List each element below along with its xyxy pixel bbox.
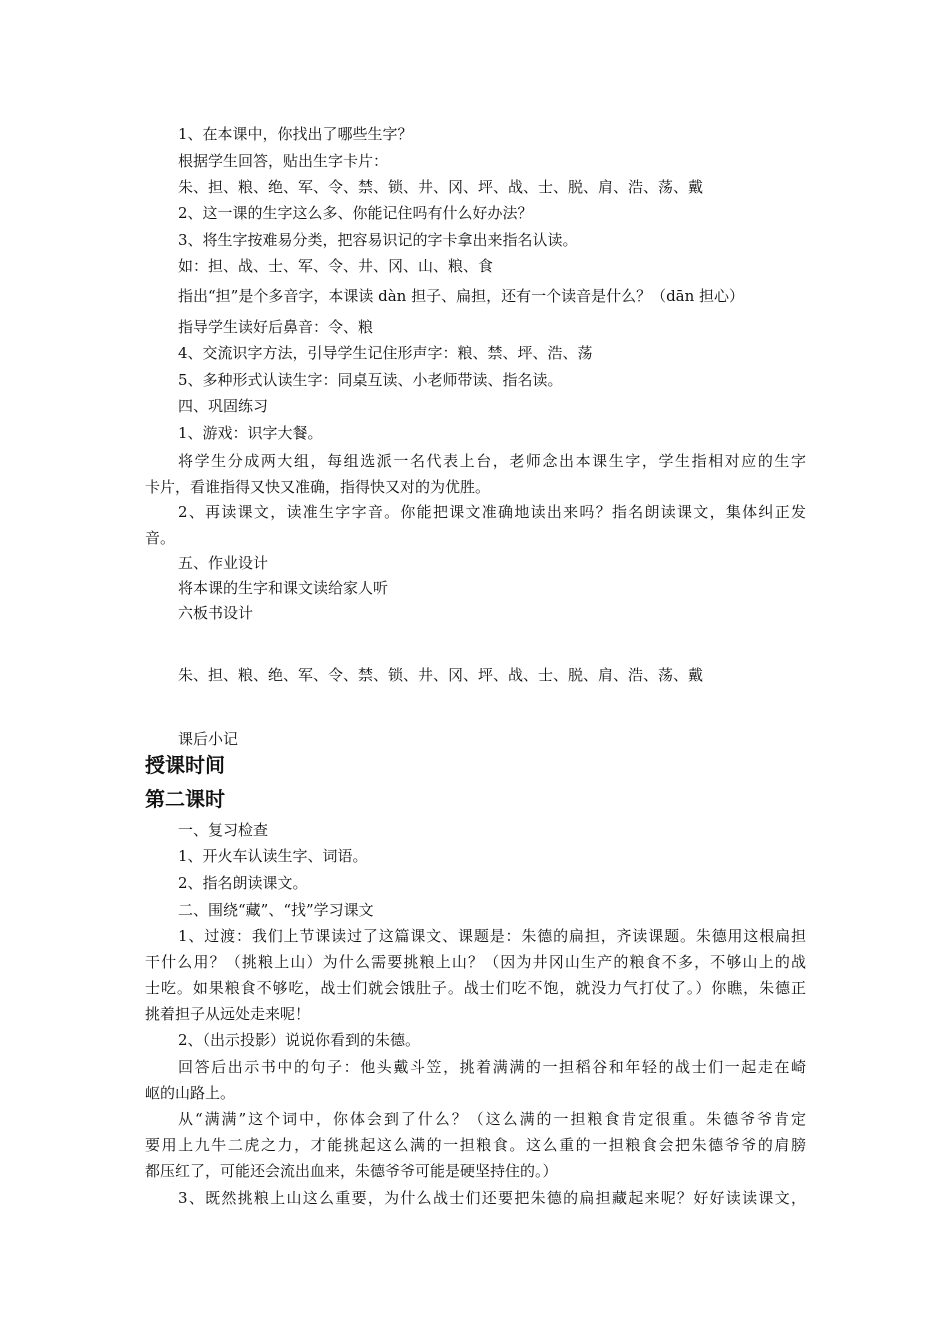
- section-heading: 五、作业设计: [178, 554, 269, 572]
- text-line: 4、交流识字方法，引导学生记住形声字：粮、禁、坪、浩、荡: [178, 344, 593, 362]
- section-heading: 二、围绕“藏”、“找”学习课文: [178, 901, 374, 919]
- text-line: 都压红了，可能还会流出血来，朱德爷爷可能是硬坚持住的。）: [145, 1162, 558, 1180]
- text-line: 回答后出示书中的句子：他头戴斗笠，挑着满满的一担稻谷和年轻的战士们一起走在崎: [178, 1058, 806, 1076]
- text-line: 2、这一课的生字这么多、你能记住吗有什么好办法？: [178, 204, 533, 222]
- section-heading: 四、巩固练习: [178, 397, 269, 415]
- text-line: 2、指名朗读课文。: [178, 874, 308, 892]
- heading-second-lesson: 第二课时: [145, 787, 225, 811]
- text-line: 指出“担”是个多音字，本课读 dàn 担子、扁担，还有一个读音是什么？（dān 担心）: [178, 287, 745, 305]
- text-line: 朱、担、粮、绝、军、令、禁、锁、井、冈、坪、战、士、脱、肩、浩、荡、戴: [178, 178, 704, 196]
- text-line: 将学生分成两大组，每组选派一名代表上台，老师念出本课生字，学生指相对应的生字: [178, 452, 806, 470]
- text-line: 课后小记: [178, 730, 239, 748]
- text-line: 将本课的生字和课文读给家人听: [178, 579, 389, 597]
- text-line: 1、在本课中，你找出了哪些生字？: [178, 125, 413, 143]
- text-line: 2、（出示投影）说说你看到的朱德。: [178, 1031, 421, 1049]
- text-line: 1、游戏：识字大餐。: [178, 424, 323, 442]
- text-line: 3、既然挑粮上山这么重要，为什么战士们还要把朱德的扁担藏起来呢？好好读读课文，: [178, 1189, 806, 1207]
- text-line: 从“满满”这个词中，你体会到了什么？（这么满的一担粮食肯定很重。朱德爷爷肯定: [178, 1110, 806, 1128]
- text-line: 根据学生回答，贴出生字卡片：: [178, 152, 389, 170]
- text-line: 3、将生字按难易分类，把容易识记的字卡拿出来指名认读。: [178, 231, 578, 249]
- text-line: 卡片，看谁指得又快又准确，指得快又对的为优胜。: [145, 478, 491, 496]
- section-heading: 一、复习检查: [178, 821, 269, 839]
- text-line: 5、多种形式认读生字：同桌互读、小老师带读、指名读。: [178, 371, 563, 389]
- text-line: 要用上九牛二虎之力，才能挑起这么满的一担粮食。这么重的一担粮食会把朱德爷爷的肩膀: [145, 1136, 806, 1154]
- text-line: 干什么用？（挑粮上山）为什么需要挑粮上山？（因为井冈山生产的粮食不多，不够山上的战: [145, 953, 806, 971]
- text-line: 1、过渡：我们上节课读过了这篇课文、课题是：朱德的扁担，齐读课题。朱德用这根扁担: [178, 927, 806, 945]
- section-heading: 六板书设计: [178, 604, 254, 622]
- text-line: 士吃。如果粮食不够吃，战士们就会饿肚子。战士们吃不饱，就没力气打仗了。）你瞧，朱德正: [145, 979, 806, 997]
- text-line: 1、开火车认读生字、词语。: [178, 847, 368, 865]
- heading-class-time: 授课时间: [145, 753, 225, 777]
- text-line: 指导学生读好后鼻音：令、粮: [178, 318, 374, 336]
- text-line: 岖的山路上。: [145, 1084, 236, 1102]
- text-line: 2、再读课文，读准生字字音。你能把课文准确地读出来吗？指名朗读课文，集体纠正发: [178, 503, 806, 521]
- text-line: 如：担、战、士、军、令、井、冈、山、粮、食: [178, 257, 494, 275]
- text-line: 朱、担、粮、绝、军、令、禁、锁、井、冈、坪、战、士、脱、肩、浩、荡、戴: [178, 666, 704, 684]
- text-line: 音。: [145, 529, 176, 547]
- text-line: 挑着担子从远处走来呢！: [145, 1005, 311, 1023]
